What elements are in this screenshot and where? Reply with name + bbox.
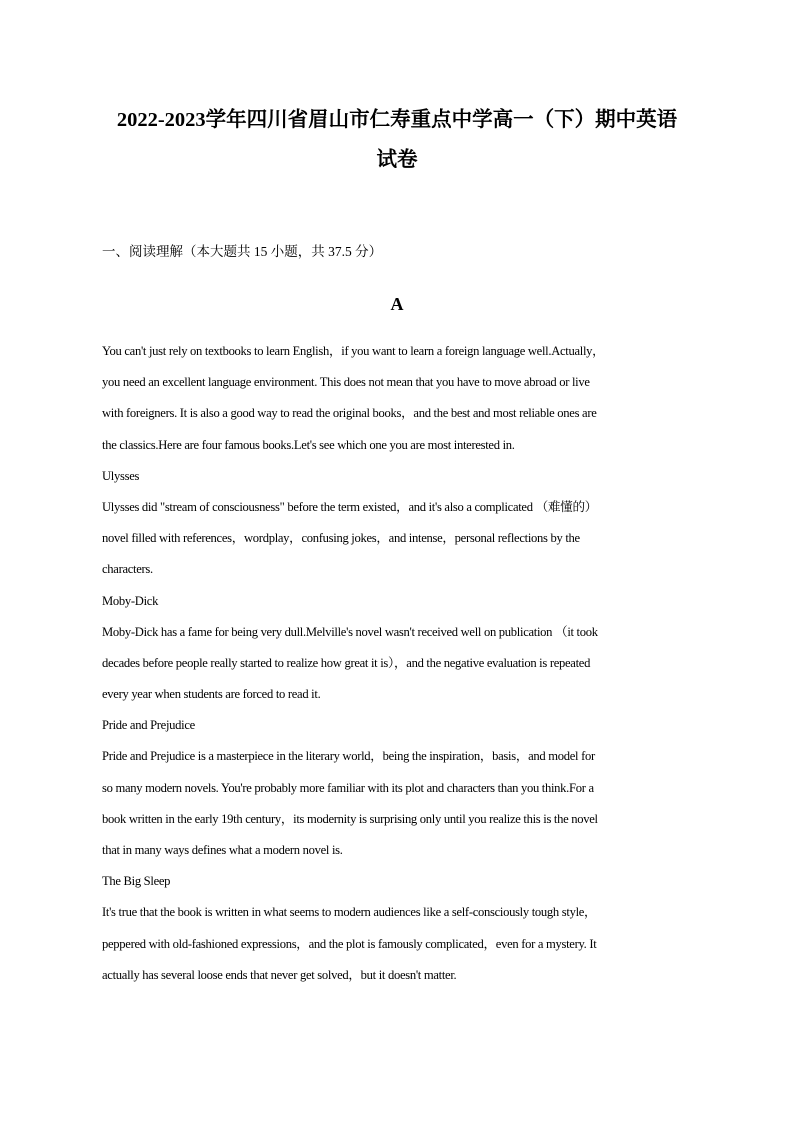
- passage-body: [102, 336, 702, 991]
- exam-title-line-2: 试卷: [376, 149, 418, 171]
- passage-line: that in many ways defines what a modern novel is.: [102, 843, 343, 857]
- passage-line: Ulysses did "stream of consciousness" before the term existed，and it's also a complicated （难懂的）: [102, 499, 598, 514]
- exam-title: [90, 100, 704, 180]
- passage-line: the classics.Here are four famous books.Let's see which one you are most interested in.: [102, 437, 515, 452]
- passage-line: novel filled with references，wordplay，confusing jokes，and intense，personal reflections by the: [102, 531, 580, 546]
- passage-line: every year when students are forced to read it.: [102, 687, 321, 702]
- passage-line: It's true that the book is written in what seems to modern audiences like a self-consciously tough style，: [102, 905, 597, 920]
- passage-line: peppered with old-fashioned expressions，and the plot is famously complicated，even for a mystery. It: [102, 936, 597, 951]
- passage-line: book written in the early 19th century，its modernity is surprising only until you realize this is the novel: [102, 811, 598, 826]
- passage-line: You can't just rely on textbooks to learn English，if you want to learn a foreign language well.Actually，: [102, 344, 605, 358]
- passage-line: so many modern novels. You're probably more familiar with its plot and characters than you think.For a: [102, 780, 594, 795]
- book-heading-the-big-sleep: The Big Sleep: [102, 874, 171, 889]
- exam-title-line-1: 2022-2023学年四川省眉山市仁寿重点中学高一（下）期中英语: [116, 109, 678, 131]
- passage-line: Moby-Dick has a fame for being very dull.Melville's novel wasn't received well on publication （it took: [102, 624, 598, 639]
- section-heading: 一、阅读理解（本大题共 15 小题，共 37.5 分）: [102, 244, 383, 259]
- passage-line: Pride and Prejudice is a masterpiece in the literary world，being the inspiration，basis，and model for: [102, 749, 595, 764]
- passage-line: with foreigners. It is also a good way to read the original books，and the best and most reliable ones are: [102, 406, 597, 421]
- passage-line: decades before people really started to realize how great it is），and the negative evaluation is repeated: [102, 655, 591, 670]
- passage-label: A: [390, 294, 404, 314]
- passage-line: you need an excellent language environment. This does not mean that you have to move abroad or live: [102, 375, 590, 390]
- book-heading-ulysses: Ulysses: [102, 468, 140, 483]
- passage-line: actually has several loose ends that never get solved，but it doesn't matter.: [102, 967, 457, 982]
- book-heading-pride-and-prejudice: Pride and Prejudice: [102, 718, 195, 733]
- book-heading-moby-dick: Moby-Dick: [102, 593, 159, 608]
- passage-line: characters.: [102, 562, 153, 577]
